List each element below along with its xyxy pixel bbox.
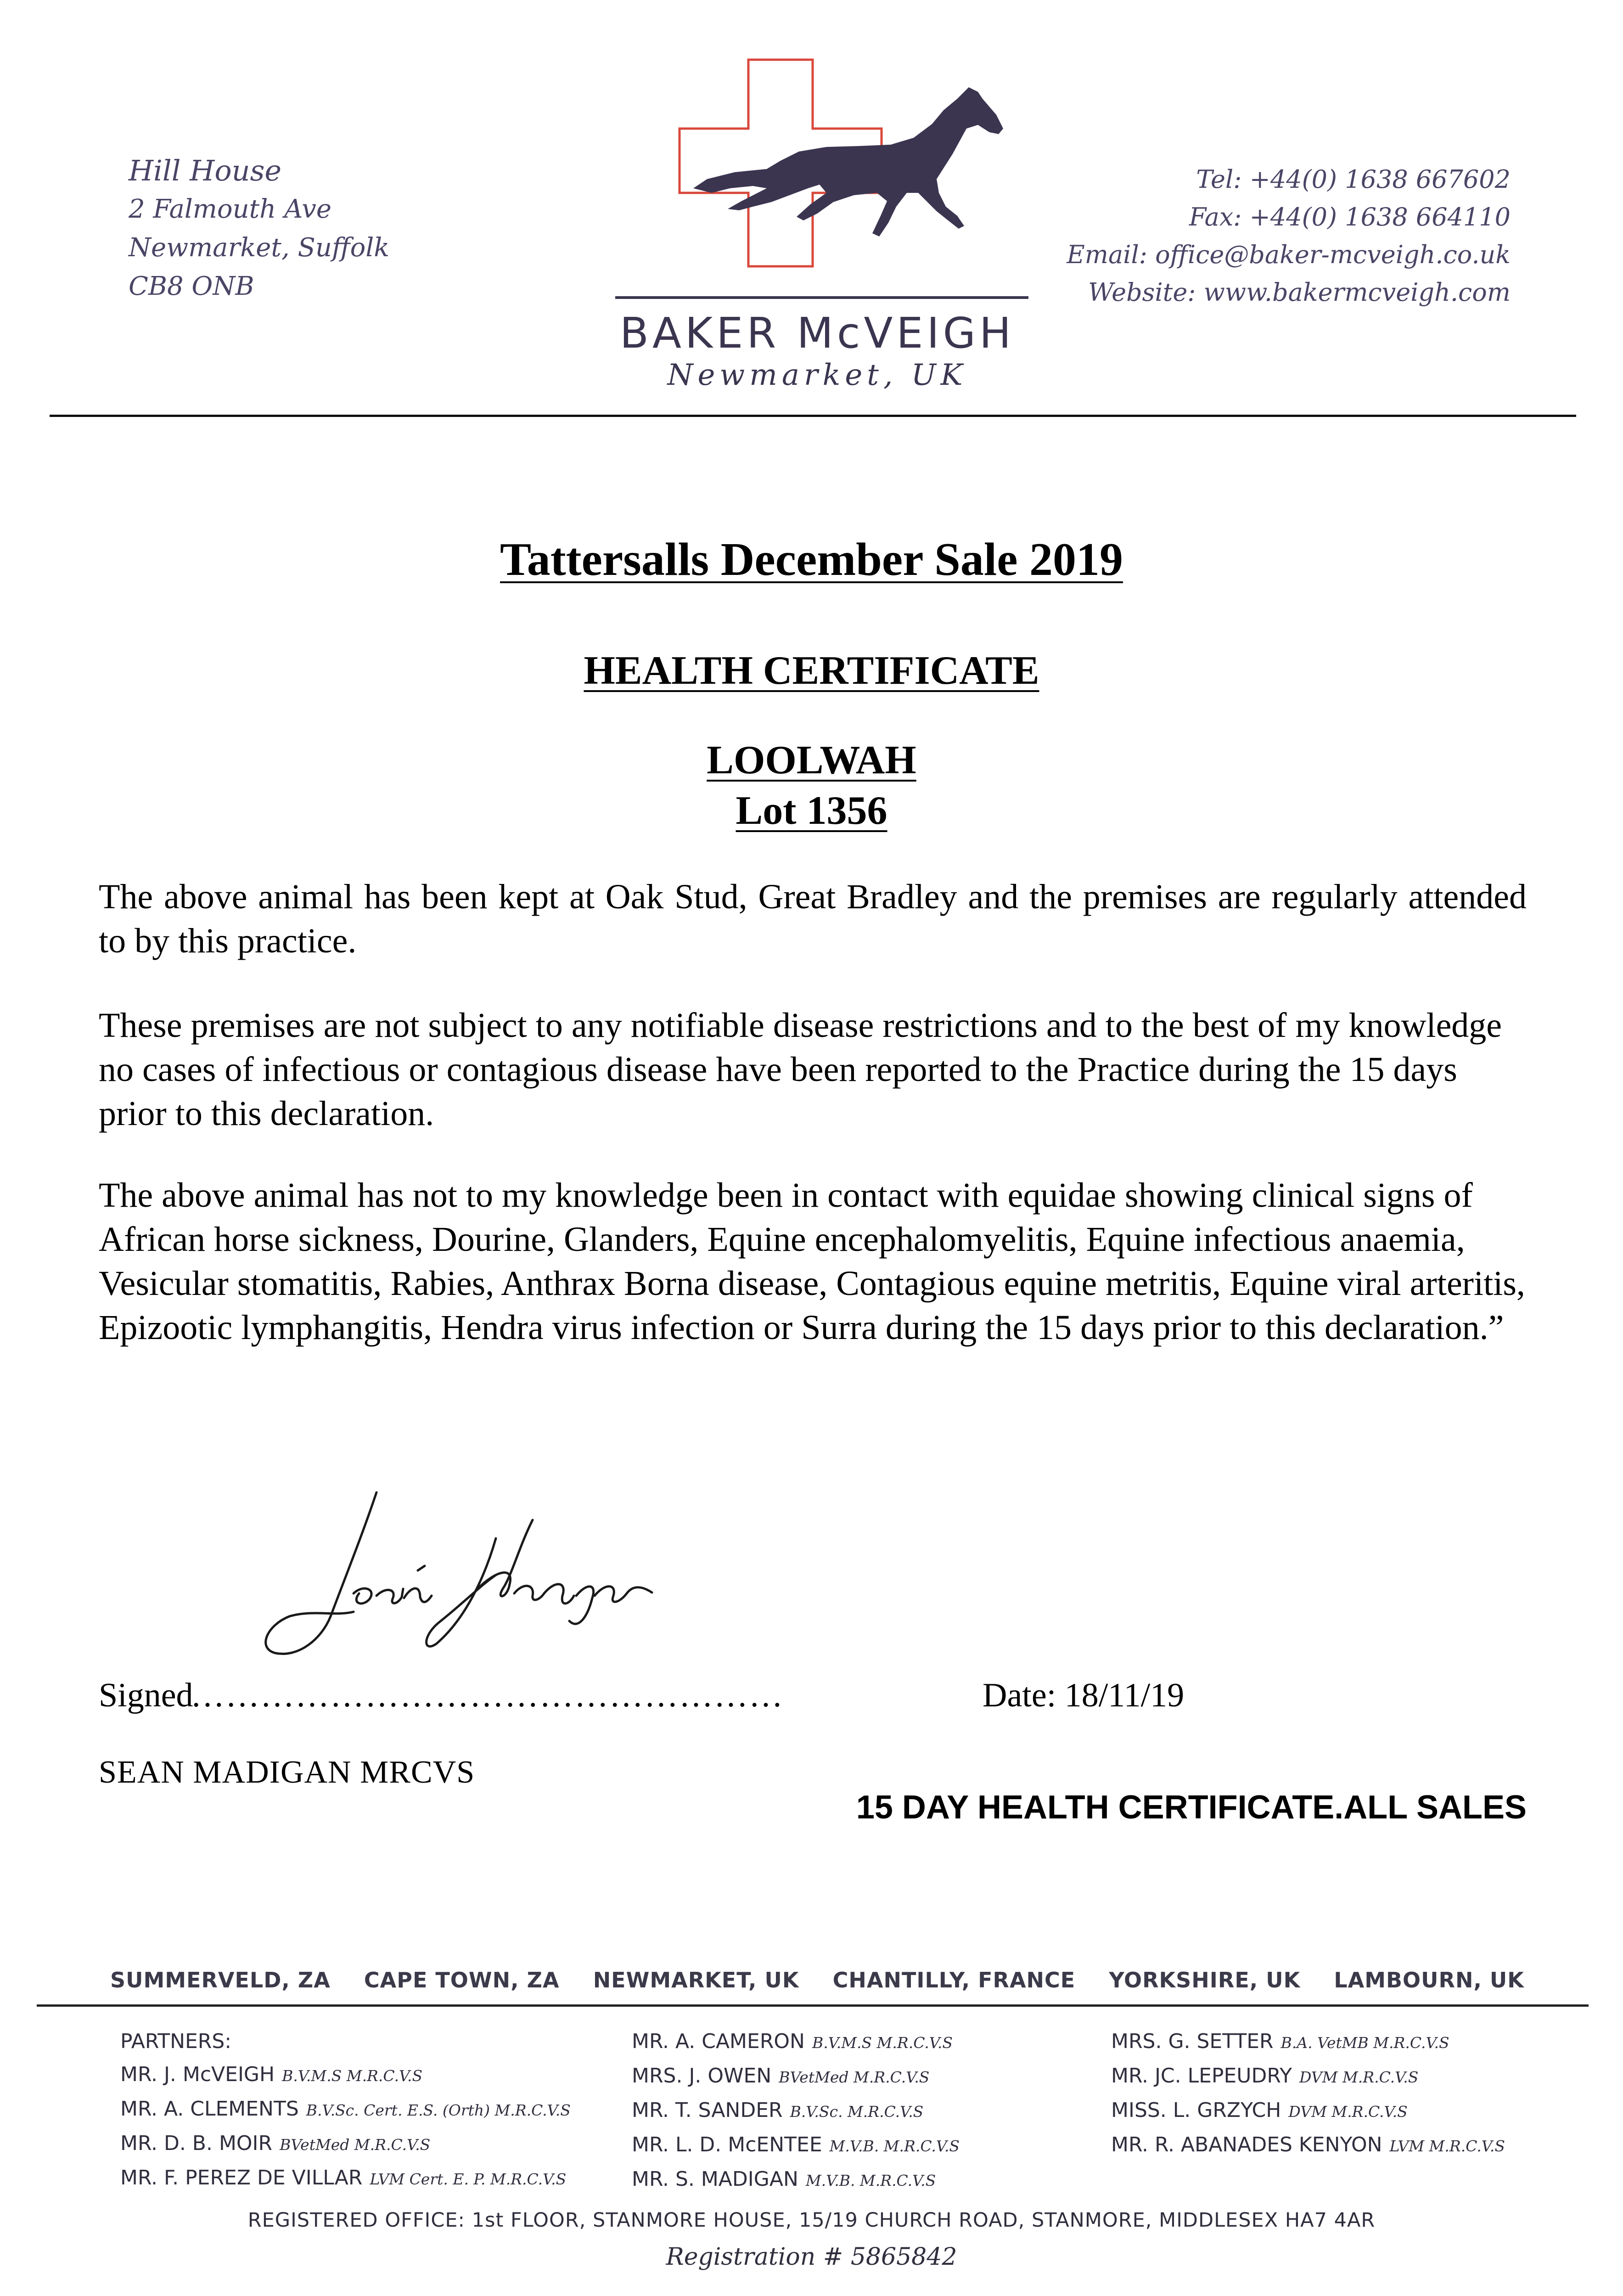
red-cross-galloping-horse-icon [615, 55, 1028, 321]
partner-entry: MR. S. MADIGAN M.V.B. M.R.C.V.S [632, 2167, 936, 2191]
office-location: NEWMARKET, UK [593, 1968, 799, 1992]
partner-entry: MR. D. B. MOIR BVetMed M.R.C.V.S [120, 2132, 431, 2155]
certificate-type-note: 15 DAY HEALTH CERTIFICATE.ALL SALES [856, 1789, 1527, 1826]
contact-email: Email: office@baker-mcveigh.co.uk [1067, 240, 1511, 269]
address-line: 2 Falmouth Ave [129, 194, 331, 224]
signature-line: …………………………………………… [191, 1677, 784, 1714]
handwritten-signature [239, 1479, 675, 1671]
paragraph-diseases: The above animal has not to my knowledge been in contact with equidae showing clinical signs of African horse sickness, Dourine, Glanders, Equine encephalomyelitis, Equine infectious anaemia, Vesicular stomatitis, Rabies, Anthrax Borna disease, Contagious equine metritis, Equine viral arteritis, Epizootic lymphangitis, Hendra virus infection or Surra during the 15 days prior to this declaration.” [99, 1176, 1525, 1347]
partner-entry: MRS. J. OWEN BVetMed M.R.C.V.S [632, 2064, 930, 2088]
footer-divider [37, 2004, 1589, 2007]
practice-address [129, 152, 389, 306]
partner-entry: MR. L. D. McENTEE M.V.B. M.R.C.V.S [632, 2133, 960, 2156]
signed-label: Signed [99, 1677, 193, 1714]
partner-entry: MISS. L. GRZYCH DVM M.R.C.V.S [1111, 2099, 1408, 2122]
partners-label: PARTNERS: [120, 2030, 232, 2053]
office-location: YORKSHIRE, UK [1109, 1968, 1301, 1992]
registration-number: Registration # 5865842 [666, 2243, 957, 2271]
address-line: CB8 ONB [129, 271, 254, 301]
brand-name: BAKER McVEIGH [619, 309, 1015, 358]
address-line: Newmarket, Suffolk [129, 233, 390, 263]
sale-title: Tattersalls December Sale 2019 [500, 534, 1123, 585]
partners-column-1 [120, 2025, 571, 2196]
lot-number: Lot 1356 [736, 788, 887, 833]
partner-entry: MR. R. ABANADES KENYON LVM M.R.C.V.S [1111, 2133, 1505, 2156]
contact-phone: Tel: +44(0) 1638 667602 [1196, 165, 1511, 194]
partner-entry: MR. J. McVEIGH B.V.M.S M.R.C.V.S [120, 2063, 423, 2086]
signature-date: Date: 18/11/19 [983, 1677, 1185, 1714]
header-divider [50, 415, 1576, 417]
office-location: SUMMERVELD, ZA [110, 1968, 331, 1992]
office-location: LAMBOURN, UK [1334, 1968, 1524, 1992]
office-location: CHANTILLY, FRANCE [832, 1968, 1076, 1992]
partners-column-3 [1111, 2025, 1505, 2163]
paragraph-premises: The above animal has been kept at Oak Stud, Great Bradley and the premises are regularly attended to by this practice. [99, 878, 1527, 960]
partner-entry: MRS. G. SETTER B.A. VetMB M.R.C.V.S [1111, 2030, 1449, 2053]
horse-name: LOOLWAH [707, 738, 916, 782]
office-locations [110, 1968, 1524, 1992]
partners-column-2 [632, 2025, 960, 2197]
partner-entry: MR. A. CAMERON B.V.M.S M.R.C.V.S [632, 2030, 953, 2053]
contact-fax: Fax: +44(0) 1638 664110 [1189, 203, 1511, 231]
contact-details [1067, 161, 1511, 311]
paragraph-restrictions: These premises are not subject to any notifiable disease restrictions and to the best of my knowledge no cases of infectious or contagious disease have been reported to the Practice during the 15 days prior to this declaration. [99, 1006, 1502, 1133]
certificate-heading: HEALTH CERTIFICATE [584, 648, 1039, 693]
office-location: CAPE TOWN, ZA [364, 1968, 560, 1992]
partner-entry: MR. T. SANDER B.V.Sc. M.R.C.V.S [632, 2099, 924, 2122]
address-line: Hill House [129, 154, 282, 187]
partner-entry: MR. JC. LEPEUDRY DVM M.R.C.V.S [1111, 2064, 1419, 2088]
partner-entry: MR. A. CLEMENTS B.V.Sc. Cert. E.S. (Orth) M.R.C.V.S [120, 2097, 571, 2121]
brand-location: Newmarket, UK [667, 358, 967, 392]
contact-website: Website: www.bakermcveigh.com [1088, 278, 1511, 307]
registered-office: REGISTERED OFFICE: 1st FLOOR, STANMORE HOUSE, 15/19 CHURCH ROAD, STANMORE, MIDDLESEX HA7 4AR [247, 2209, 1376, 2232]
partner-entry: MR. F. PEREZ DE VILLAR LVM Cert. E. P. M.R.C.V.S [120, 2166, 567, 2189]
signer-name: SEAN MADIGAN MRCVS [99, 1755, 475, 1790]
